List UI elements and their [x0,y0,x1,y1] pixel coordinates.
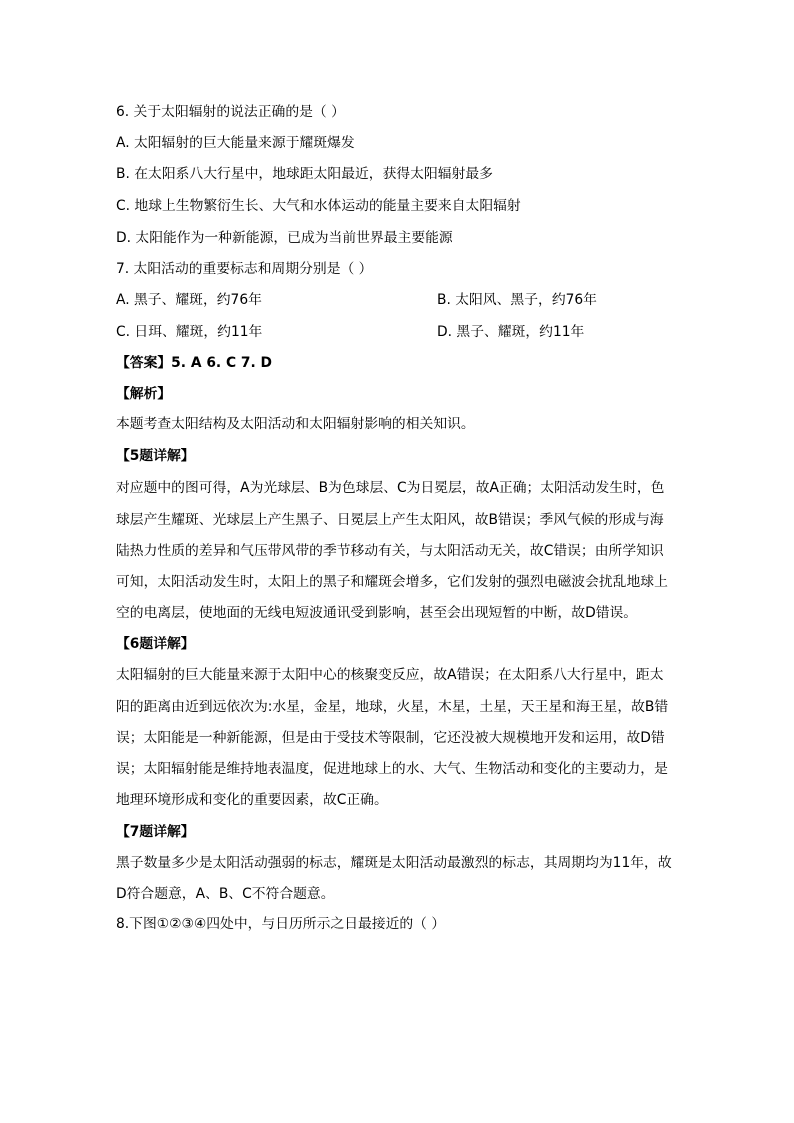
q7-option-d: D. 黑子、耀斑，约11年 [437,324,585,340]
q7-option-a: A. 黑子、耀斑，约76年 [116,292,262,308]
detail-6-line: 太阳辐射的巨大能量来源于太阳中心的核聚变反应，故A错误；在太阳系八大行星中，距太 [116,667,664,683]
detail-6-line: 误；太阳辐射能是维持地表温度，促进地球上的水、大气、生物活动和变化的主要动力，是 [116,761,668,777]
q8-stem: 8.下图①②③④四处中，与日历所示之日最接近的（ ） [116,916,446,932]
detail-5-line: 可知，太阳活动发生时，太阳上的黑子和耀斑会增多，它们发射的强烈电磁波会扰乱地球上 [116,574,668,590]
q6-stem: 6. 关于太阳辐射的说法正确的是（ ） [116,104,345,120]
analysis-heading: 【解析】 [116,386,172,402]
detail-7-line: D符合题意，A、B、C不符合题意。 [116,886,335,902]
detail-6-heading: 【6题详解】 [116,636,195,652]
detail-5-heading: 【5题详解】 [116,448,195,464]
detail-6-line: 误；太阳能是一种新能源，但是由于受技术等限制，它还没被大规模地开发和运用，故D错 [116,730,665,746]
q6-option-d: D. 太阳能作为一种新能源，已成为当前世界最主要能源 [116,230,453,246]
analysis-text: 本题考查太阳结构及太阳活动和太阳辐射影响的相关知识。 [116,416,475,432]
q6-option-a: A. 太阳辐射的巨大能量来源于耀斑爆发 [116,135,355,151]
detail-5-line: 对应题中的图可得，A为光球层、B为色球层、C为日冕层，故A正确；太阳活动发生时，色 [116,480,665,496]
q6-option-c: C. 地球上生物繁衍生长、大气和水体运动的能量主要来自太阳辐射 [116,198,521,214]
detail-5-line: 陆热力性质的差异和气压带风带的季节移动有关，与太阳活动无关，故C错误；由所学知识 [116,543,664,559]
answer-line: 【答案】5. A 6. C 7. D [116,355,272,371]
detail-7-heading: 【7题详解】 [116,824,195,840]
detail-5-line: 球层产生耀斑、光球层上产生黑子、日冕层上产生太阳风，故B错误；季风气候的形成与海 [116,512,664,528]
detail-7-line: 黑子数量多少是太阳活动强弱的标志，耀斑是太阳活动最激烈的标志，其周期均为11年，故 [116,855,672,871]
q7-option-b: B. 太阳风、黑子，约76年 [437,292,597,308]
q7-option-c: C. 日珥、耀斑，约11年 [116,324,263,340]
q7-stem: 7. 太阳活动的重要标志和周期分别是（ ） [116,261,373,277]
q6-option-b: B. 在太阳系八大行星中，地球距太阳最近，获得太阳辐射最多 [116,166,493,182]
detail-6-line: 阳的距离由近到远依次为:水星，金星，地球，火星，木星，土星，天王星和海王星，故B错 [116,699,669,715]
detail-5-line: 空的电离层，使地面的无线电短波通讯受到影响，甚至会出现短暂的中断，故D错误。 [116,605,638,621]
detail-6-line: 地理环境形成和变化的重要因素，故C正确。 [116,792,388,808]
